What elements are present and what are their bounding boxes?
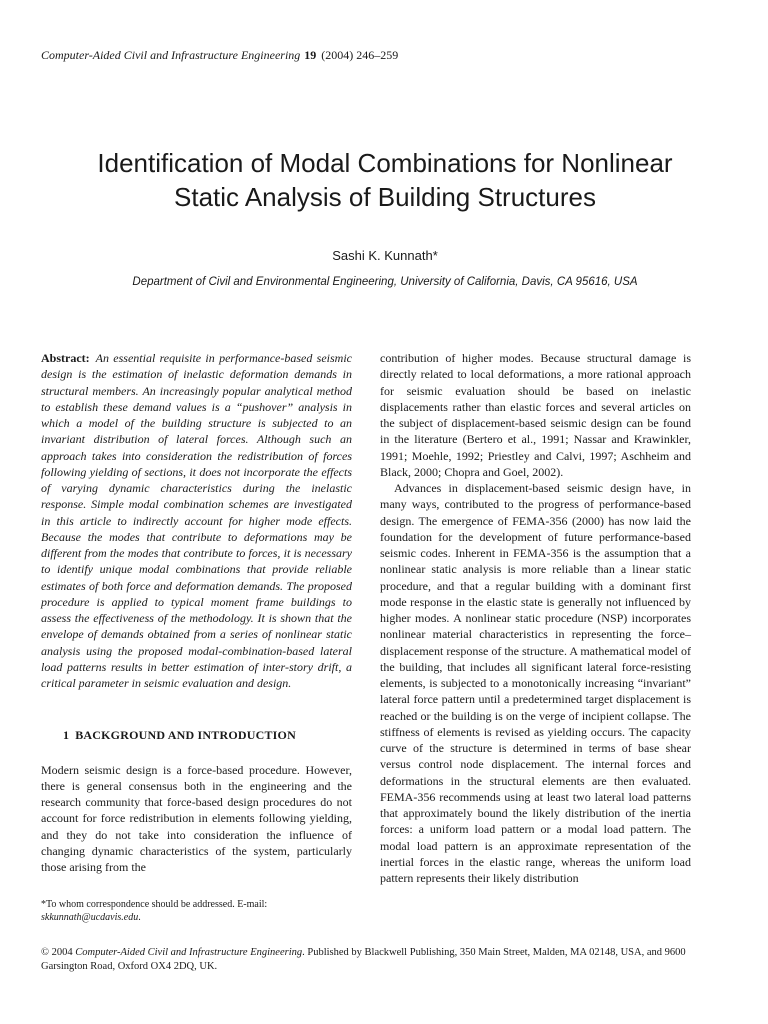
copyright-footer [41,946,731,974]
section-title: BACKGROUND AND INTRODUCTION [75,728,296,743]
body-paragraph: contribution of higher modes. Because structural damage is directly related to local deformations, a more rational approach for seismic evaluation should be based on inelastic displacements rather than elastic forces and several articles on the subject of displacement-based seismic design can be found in the literature (Bertero et al., 1991; Nassar and Krawinkler, 1991; Moehle, 1992; Priestley and Calvi, 1997; Aschheim and Black, 2000; Chopra and Goel, 2002). [380,351,691,479]
footer-journal: Computer-Aided Civil and Infrastructure Engineering [75,947,303,958]
body-paragraph: Modern seismic design is a force-based procedure. However, there is general consensus both in the engineering and the research community that force-based design procedures do not account for force redistribution in elements following yielding, and they do not take into consideration the influence of changing dynamic characteristics of the system, particularly those arising from the [41,762,352,874]
journal-header [41,47,731,63]
abstract-text: An essential requisite in performance-based seismic design is the estimation of inelastic deformation demands in structural members. An increasingly popular analytical method to establish these demand values is a “pushover” analysis in which a model of the building structure is subjected to an invariant distribution of lateral forces. Although such an approach takes into consideration the redistribution of forces following yielding of sections, it does not incorporate the effects of varying dynamic characteristics during the inelastic response. Simple modal combination schemes are investigated in this article to indirectly account for higher mode effects. Because the modes that contribute to deformations may be different from the modes that contribute to forces, it is necessary to identify unique modal combinations that provide reliable estimates of both force and deformation demands. The proposed procedure is applied to typical moment frame buildings to assess the effectiveness of the methodology. It is shown that the envelope of demands obtained from a series of nonlinear static analysis using the proposed modal-combination-based lateral load patterns results in better estimation of inter-story drift, a critical parameter in seismic evaluation and design. [41,351,352,690]
abstract-label: Abstract: [41,351,90,365]
abstract [41,350,352,691]
footnote [41,898,352,924]
footnote-email: skkunnath@ucdavis.edu [41,912,139,923]
body-paragraph: Advances in displacement-based seismic design have, in many ways, contributed to the progress of performance-based design. The emergence of FEMA-356 (2000) has now laid the foundation for the development of future performance-based seismic codes. Inherent in FEMA-356 is the assumption that a nonlinear static analysis is more reliable than a linear static procedure, and that a regular building with a dominant first mode response in the elastic state is generally not influenced by higher modes. A nonlinear static procedure (NSP) incorporates nonlinear material characteristics in representing the force–displacement response of the structure. A mathematical model of the building, that includes all significant lateral force-resisting elements, is subjected to a monotonically increasing “invariant” lateral force pattern until a predetermined target displacement is reached or the building is on the verge of incipient collapse. The stiffness of elements is revised as yielding occurs. The capacity curve of the structure is determined in terms of base shear versus control node displacement. The internal forces and deformations in the structural elements are then evaluated. FEMA-356 recommends using at least two lateral load patterns that approximately bound the likely distribution of the inertia forces: a uniform load pattern or a modal load pattern. The modal load pattern is an approximate representation of the inertial forces in the elastic range, whereas the uniform load pattern represents their likely distribution [380,481,691,885]
footnote-end: . [138,912,141,923]
copyright-prefix: © 2004 [41,947,76,958]
journal-name: Computer-Aided Civil and Infrastructure Engineering [41,48,301,62]
right-column [380,350,691,886]
section-number: 1 [63,728,70,743]
journal-volume: 19 [304,48,317,62]
author: Sashi K. Kunnath* [332,248,438,263]
paper-title [40,146,730,214]
paper-title-line-2: Static Analysis of Building Structures [174,182,596,212]
paper-title-line-1: Identification of Modal Combinations for Nonlinear [97,148,673,178]
left-column [41,350,352,875]
footer-publisher: . Published by Blackwell Publishing, 350 Main Street, Malden, MA 02148, USA, and 9600 Garsington Road, Oxford OX4 2DQ, UK. [41,947,686,972]
footnote-text: *To whom correspondence should be addressed. E-mail: [41,899,268,910]
section-heading [41,727,352,743]
journal-year-pages: (2004) 246–259 [321,48,399,62]
affiliation: Department of Civil and Environmental Engineering, University of California, Davis, CA 95616, USA [132,276,638,288]
